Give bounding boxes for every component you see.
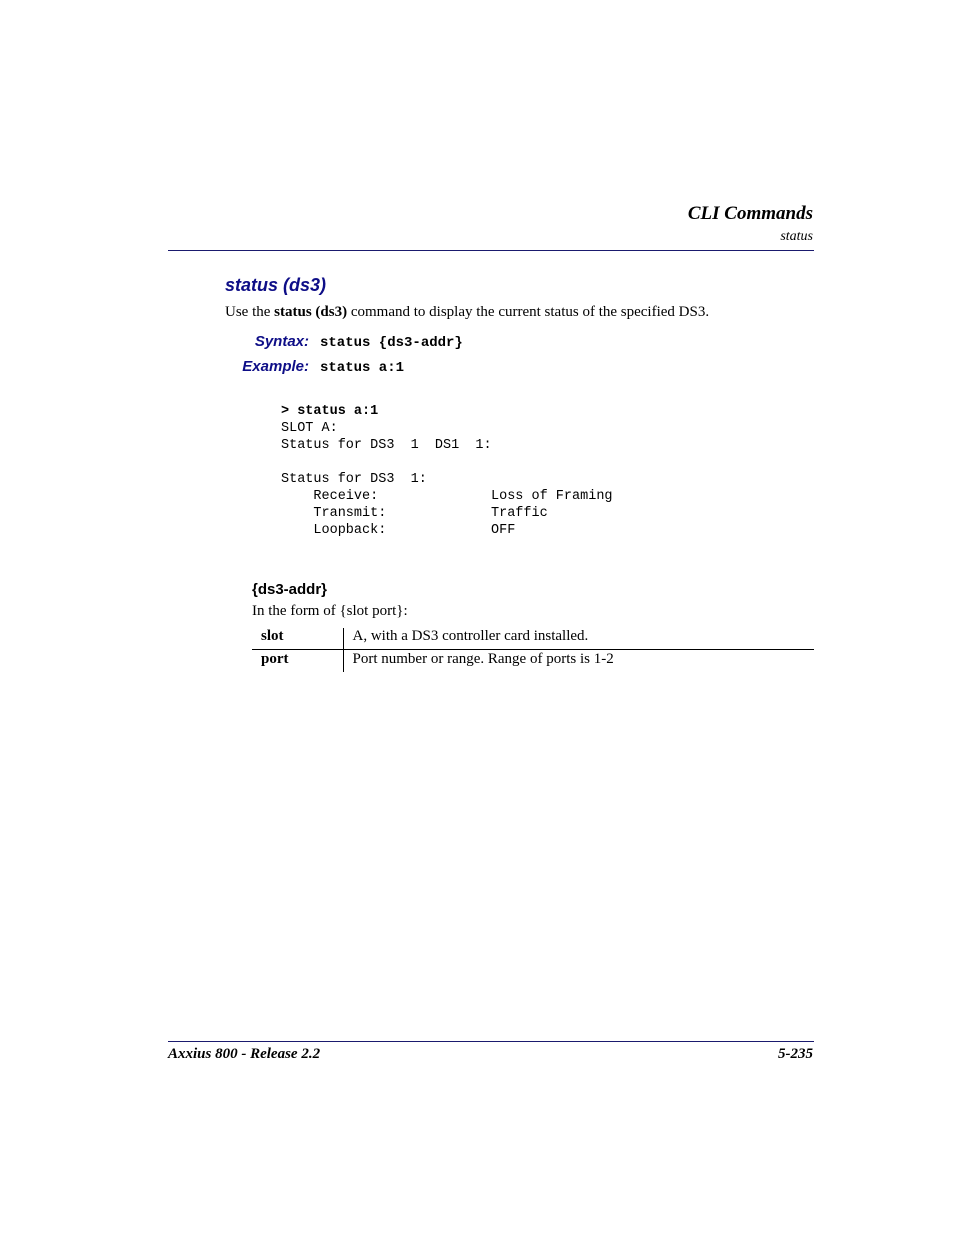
footer-product: Axxius 800 - Release 2.2 [168,1046,321,1062]
example-label: Example: [242,358,309,375]
code-row-loopback [281,522,613,539]
param-desc: A, with a DS3 controller card installed. [343,628,814,650]
code-row-value: OFF [491,523,516,538]
intro-pre: Use the [225,304,275,320]
code-blank-line [281,454,613,471]
parameter-title: {ds3-addr} [252,581,328,598]
code-output-block [281,403,613,539]
example-value: status a:1 [320,360,405,376]
footer-rule [168,1041,814,1042]
code-row-value: Loss of Framing [491,489,613,504]
intro-paragraph [225,304,709,321]
code-row-value: Traffic [491,506,548,521]
header-rule [168,250,814,251]
code-row-key: Loopback: [281,523,387,538]
parameter-table [252,628,814,672]
intro-command: status (ds3) [274,304,348,320]
code-row-key: Transmit: [281,506,387,521]
syntax-value: status {ds3-addr} [320,335,463,351]
param-name: port [252,650,343,673]
code-status-line-2: Status for DS3 1: [281,472,427,487]
code-prompt-line: > status a:1 [281,404,379,419]
page-header-title: CLI Commands [687,203,813,224]
code-row-receive [281,488,613,505]
section-title: status (ds3) [225,275,327,295]
code-status-line: Status for DS3 1 DS1 1: [281,438,492,453]
syntax-label: Syntax: [254,333,309,350]
page-header-subtitle: status [780,229,813,244]
code-slot-line: SLOT A: [281,421,338,436]
parameter-intro: In the form of {slot port}: [252,603,408,619]
code-row-key: Receive: [281,489,379,504]
param-name: slot [252,628,343,650]
param-desc: Port number or range. Range of ports is 1-2 [352,651,614,667]
footer-page-number: 5-235 [778,1046,813,1062]
table-row [252,650,814,673]
code-row-transmit [281,505,613,522]
intro-post: command to display the current status of the specified DS3. [347,304,710,320]
table-row [252,628,814,650]
